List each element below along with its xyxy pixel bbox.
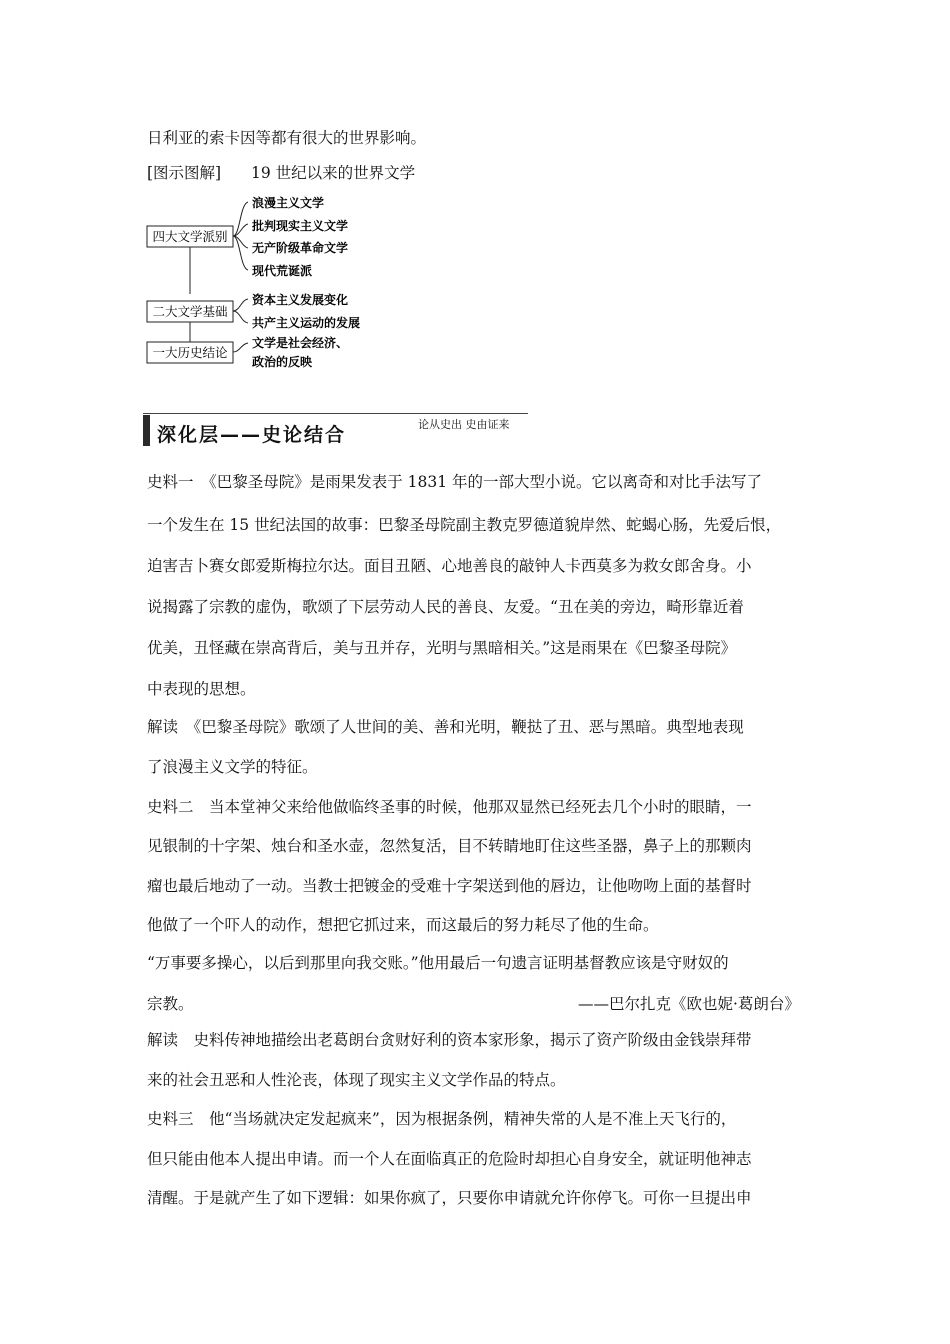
- body-line: 宗教。: [147, 995, 194, 1013]
- attribution: ——巴尔扎克《欧也妮·葛朗台》: [578, 995, 800, 1013]
- school-proletarian: 无产阶级革命文学: [252, 241, 349, 255]
- diagram-caption: [147, 163, 415, 183]
- body-line: “万事要多操心，以后到那里向我交账。”他用最后一句遗言证明基督教应该是守财奴的: [147, 954, 729, 972]
- section-title: 深化层——史论结合: [157, 424, 347, 446]
- body-line: 优美，丑怪藏在崇高背后，美与丑并存，光明与黑暗相关。”这是雨果在《巴黎圣母院》: [147, 639, 737, 657]
- conclusion-line-2: 政治的反映: [252, 355, 313, 369]
- section-rule: [143, 413, 528, 414]
- body-line: 史料二 当本堂神父来给他做临终圣事的时候，他那双显然已经死去几个小时的眼睛，一: [147, 798, 752, 816]
- body-line: 解读 史料传神地描绘出老葛朗台贪财好利的资本家形象，揭示了资产阶级由金钱崇拜带: [147, 1031, 752, 1049]
- body-line: 迫害吉卜赛女郎爱斯梅拉尔达。面目丑陋、心地善良的敲钟人卡西莫多为救女郎舍身。小: [147, 557, 752, 575]
- body-line: 说揭露了宗教的虚伪，歌颂了下层劳动人民的善良、友爱。“丑在美的旁边，畸形靠近着: [147, 598, 744, 616]
- caption-label: [图示图解]: [147, 164, 222, 182]
- body-line: 见银制的十字架、烛台和圣水壶，忽然复活，目不转睛地盯住这些圣器，鼻子上的那颗肉: [147, 837, 752, 855]
- bracket-line: [233, 311, 248, 323]
- conclusion-line-1: 文学是社会经济、: [252, 336, 349, 350]
- section-header: [143, 410, 528, 446]
- caption-title: 19 世纪以来的世界文学: [250, 164, 416, 182]
- school-romanticism: 浪漫主义文学: [252, 196, 325, 210]
- section-subtitle: 论从史出 史由证来: [418, 418, 510, 431]
- box-two-foundations-label: 二大文学基础: [152, 304, 228, 319]
- foundation-capitalism: 资本主义发展变化: [252, 293, 349, 307]
- school-critical-realism: 批判现实主义文学: [252, 219, 349, 233]
- body-line: 解读 《巴黎圣母院》歌颂了人世间的美、善和光明，鞭挞了丑、恶与黑暗。典型地表现: [147, 718, 744, 736]
- box-four-schools-label: 四大文学派别: [152, 229, 228, 244]
- body-line: 他做了一个吓人的动作，想把它抓过来，而这最后的努力耗尽了他的生命。: [147, 916, 659, 934]
- body-line: 史料三 他“当场就决定发起疯来”，因为根据条例，精神失常的人是不准上天飞行的，: [147, 1110, 737, 1128]
- body-line: 一个发生在 15 世纪法国的故事：巴黎圣母院副主教克罗德道貌岸然、蛇蝎心肠，先爱后恨，: [147, 516, 782, 534]
- body-line: 瘤也最后地动了一动。当教士把镀金的受难十字架送到他的唇边，让他吻吻上面的基督时: [147, 877, 752, 895]
- body-line: 清醒。于是就产生了如下逻辑：如果你疯了，只要你申请就允许你停飞。可你一旦提出申: [147, 1189, 752, 1207]
- body-line: 了浪漫主义文学的特征。: [147, 758, 318, 776]
- section-bar: [143, 415, 150, 446]
- body-line: 来的社会丑恶和人性沦丧，体现了现实主义文学作品的特点。: [147, 1071, 566, 1089]
- bracket-line: [233, 343, 248, 352]
- body-line: 中表现的思想。: [147, 680, 256, 698]
- body-line: 但只能由他本人提出申请。而一个人在面临真正的危险时却担心自身安全，就证明他神志: [147, 1150, 752, 1168]
- school-absurdism: 现代荒诞派: [252, 264, 313, 278]
- intro-line: 日利亚的索卡因等都有很大的世界影响。: [147, 129, 427, 147]
- foundation-communism: 共产主义运动的发展: [252, 316, 361, 330]
- box-one-conclusion-label: 一大历史结论: [152, 345, 228, 360]
- bracket-line: [233, 299, 248, 311]
- body-line: 史料一 《巴黎圣母院》是雨果发表于 1831 年的一部大型小说。它以离奇和对比手法写了: [147, 473, 763, 491]
- literature-diagram: [140, 186, 400, 376]
